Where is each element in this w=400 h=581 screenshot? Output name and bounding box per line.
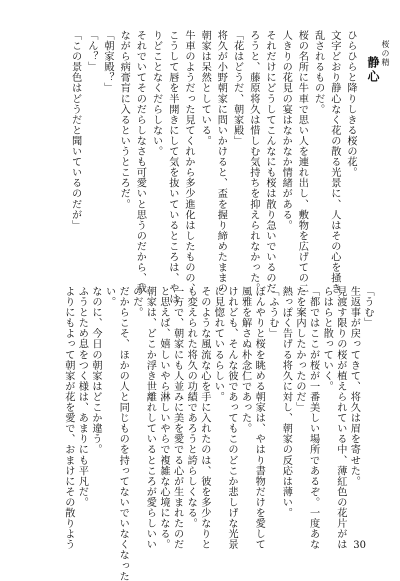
lower-text-line: けれども、そんな彼であってもこのどこか悲しげな光景 <box>226 286 237 550</box>
lower-text-line: ふうとため息をつく様は、あまりにも平凡だ。 <box>76 286 88 508</box>
upper-text-line: 「この景色はどうだと聞いているのだが」 <box>69 30 81 231</box>
lower-text-line: らはらと散っていく。 <box>321 286 333 392</box>
lower-text-line: 「うむ」 <box>362 286 373 329</box>
lower-text-line: よりにもよって朝家が花を愛で、おまけにその散りよう <box>62 286 74 550</box>
lower-text-line: 熱っぽく告げる将久に対し、朝家の反応は薄い。 <box>280 286 292 519</box>
lower-text-line: 「都ではここが桜が一番美しい場所であるぞ。一度あな <box>307 286 319 550</box>
upper-text-line: 将久が小野朝家に問いかけると、盃を握り締めたままの <box>215 30 227 294</box>
lower-text-line: に見惚れているらしい。 <box>212 286 224 403</box>
upper-text-line: ろうと、藤原将久は惜しむ気持ちを抑えられなかった。 <box>247 30 259 294</box>
upper-text-line: ひらひらと降りしきる桜の花。 <box>345 30 356 178</box>
lower-text-line: い。 <box>103 286 115 308</box>
lower-text-line: ぼんやりと桜を眺める朝家は、やはり書物だけを愛して <box>253 286 265 550</box>
upper-text-line: 「朝家殿？」 <box>102 30 113 94</box>
page-number: 30 <box>353 540 366 551</box>
upper-text-line: 人きりの花見の宴はなかなか情緒がある。 <box>280 30 292 231</box>
lower-text-line: 生返事が戻ってきて、将久は眉を寄せた。 <box>348 286 360 487</box>
lower-text-line: なのに、今日の朝家はどこか違う。 <box>90 286 101 455</box>
lower-text-line: そのような風流な心を手に入れたのは、彼を多少なりと <box>198 286 210 550</box>
lower-text-line: 見渡す限りの桜が植えられている中、薄紅色の花片がは <box>334 286 346 550</box>
upper-text-line: 桜の名所に牛車で思い人を連れ出し、敷物を広げての二 <box>296 30 308 294</box>
upper-text-line: 朝家は呆然としている。 <box>199 30 211 147</box>
section-title-secondary: 桜の精 <box>381 40 390 67</box>
section-title: 静心 <box>366 56 380 84</box>
lower-text-line: だからこそ、ほかの人と同じものを持ってないでいなくなった <box>117 286 129 581</box>
lower-text-line: 「ふうむ」 <box>266 286 278 339</box>
upper-text-line: ながら病膏肓に入るというところだ。 <box>118 30 130 210</box>
upper-text-line: それだけにどうしてこんなにも桜は散り急いでいるのだ <box>264 30 275 294</box>
upper-text-line: 文字どおり静心なく花の散る光景に、人はその心を掻き <box>328 30 340 294</box>
upper-text-line: それでいてそのだらしなさも可愛いと思うのだから、我 <box>134 30 146 294</box>
upper-text-line: 乱されるものだ。 <box>312 30 324 115</box>
lower-text-line: と思えば、嬉しいやら淋しいやらで複雑な心境になる。 <box>158 286 169 550</box>
lower-text-line: のだ。 <box>130 286 142 318</box>
upper-text-line: りどことなくだらしない。 <box>150 30 162 157</box>
lower-text-line: 朝家は、どこか浮き世離れしているところが愛らしいい <box>144 286 156 550</box>
lower-text-line: 一方で、朝家にも人並みに美を愛でる心が生まれたのだ <box>171 286 183 550</box>
lower-text-line: も変えられた将久の功績であろうと誇らしくなる。 <box>185 286 197 529</box>
upper-text-line: こうして唇を半開きにして気を抜いているところは、やは <box>166 30 178 305</box>
upper-text-line: 「花はどうだ、朝家殿」 <box>231 30 243 147</box>
upper-text-line: 牛車のようだった見てくれから多少進化はしたものの、 <box>183 30 194 294</box>
lower-text-line: 風雅を解さぬ朴念仁であった。 <box>239 286 251 434</box>
lower-text-line: たを案内したかったのだ」 <box>294 286 305 413</box>
upper-text-line: 「ん？」 <box>85 30 97 73</box>
